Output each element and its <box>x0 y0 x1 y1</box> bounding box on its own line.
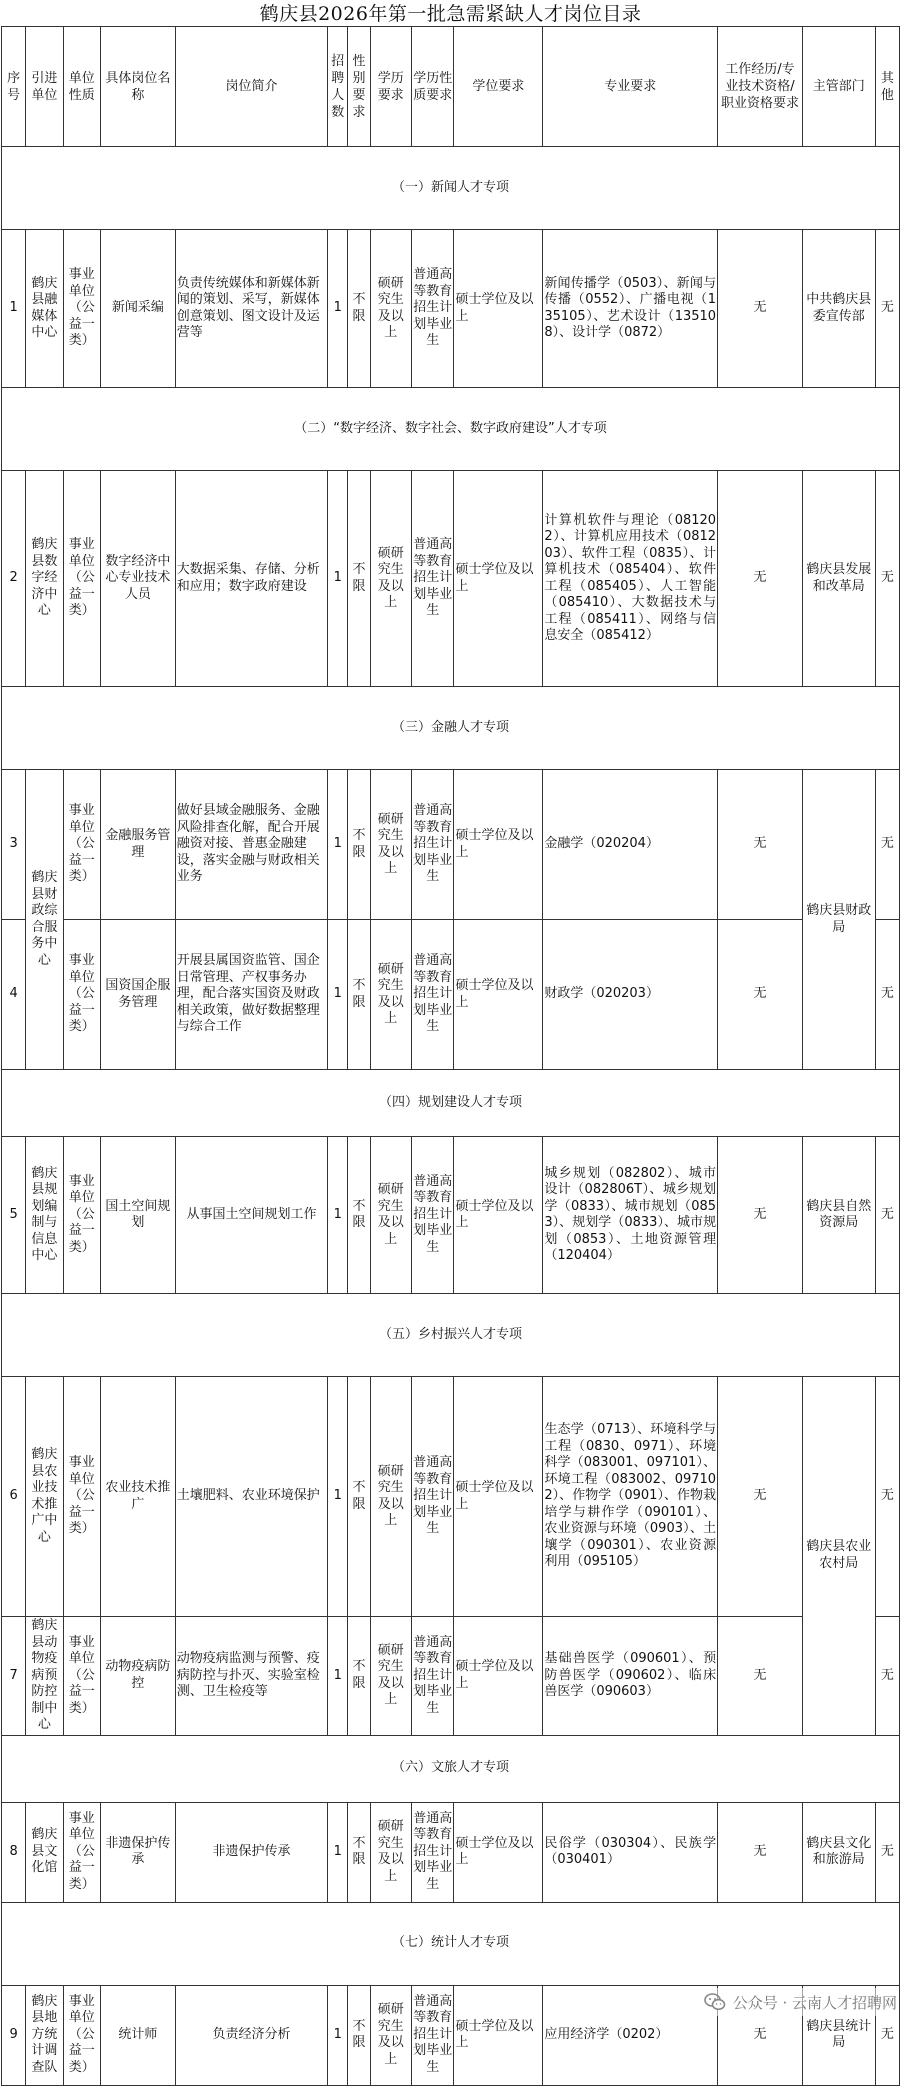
section-title-culture: （六）文旅人才专项 <box>2 1735 900 1802</box>
cell-major: 金融学（020204） <box>543 770 718 920</box>
cell-other: 无 <box>875 1377 899 1617</box>
table-row <box>2 1137 900 1294</box>
cell-seq: 9 <box>2 1985 26 2085</box>
cell-dept: 鹤庆县财政局 <box>802 770 875 1070</box>
cell-nature: 事业单位（公益一类） <box>63 770 100 920</box>
cell-other: 无 <box>875 1985 899 2085</box>
table-row <box>2 230 900 388</box>
cell-edu: 硕研究生及以上 <box>370 1985 411 2085</box>
cell-edu-type: 普通高等教育招生计划毕业生 <box>412 1985 454 2085</box>
cell-post: 国资国企服务管理 <box>100 920 175 1070</box>
cell-post: 农业技术推广 <box>100 1377 175 1617</box>
cell-experience: 无 <box>718 1617 803 1736</box>
cell-major: 基础兽医学（090601）、预防兽医学（090602）、临床兽医学（090603） <box>543 1617 718 1736</box>
cell-nature: 事业单位（公益一类） <box>63 920 100 1070</box>
cell-degree: 硕士学位及以上 <box>454 920 543 1070</box>
cell-seq: 8 <box>2 1802 26 1902</box>
cell-edu: 硕研究生及以上 <box>370 1617 411 1736</box>
cell-other: 无 <box>875 920 899 1070</box>
section-row <box>2 687 900 770</box>
cell-unit: 鹤庆县动物疫病预防控制中心 <box>26 1617 63 1736</box>
cell-degree: 硕士学位及以上 <box>454 1377 543 1617</box>
cell-seq: 2 <box>2 471 26 687</box>
cell-other: 无 <box>875 230 899 388</box>
cell-gender: 不限 <box>348 1802 370 1902</box>
section-title-finance: （三）金融人才专项 <box>2 687 900 770</box>
cell-unit: 鹤庆县财政综合服务中心 <box>26 770 63 1070</box>
section-row <box>2 388 900 471</box>
section-row <box>2 1294 900 1377</box>
cell-post: 数字经济中心专业技术人员 <box>100 471 175 687</box>
cell-seq: 4 <box>2 920 26 1070</box>
cell-gender: 不限 <box>348 1617 370 1736</box>
cell-dept: 鹤庆县自然资源局 <box>802 1137 875 1294</box>
cell-unit: 鹤庆县规划编制与信息中心 <box>26 1137 63 1294</box>
page-title: 鹤庆县2026年第一批急需紧缺人才岗位目录 <box>259 3 642 25</box>
cell-nature: 事业单位（公益一类） <box>63 1617 100 1736</box>
cell-seq: 1 <box>2 230 26 388</box>
cell-degree: 硕士学位及以上 <box>454 1985 543 2085</box>
table-row <box>2 1617 900 1736</box>
header-edu-type: 学历性质要求 <box>412 27 454 147</box>
cell-dept: 鹤庆县统计局 <box>802 1985 875 2085</box>
cell-edu: 硕研究生及以上 <box>370 1802 411 1902</box>
cell-nature: 事业单位（公益一类） <box>63 1377 100 1617</box>
section-title-news: （一）新闻人才专项 <box>2 147 900 230</box>
cell-count: 1 <box>328 230 348 388</box>
cell-degree: 硕士学位及以上 <box>454 1137 543 1294</box>
table-row <box>2 1802 900 1902</box>
header-count: 招聘人数 <box>328 27 348 147</box>
cell-post: 统计师 <box>100 1985 175 2085</box>
cell-other: 无 <box>875 1802 899 1902</box>
cell-edu-type: 普通高等教育招生计划毕业生 <box>412 1802 454 1902</box>
cell-seq: 6 <box>2 1377 26 1617</box>
cell-experience: 无 <box>718 920 803 1070</box>
cell-other: 无 <box>875 770 899 920</box>
cell-gender: 不限 <box>348 1377 370 1617</box>
section-title-statistics: （七）统计人才专项 <box>2 1902 900 1985</box>
cell-nature: 事业单位（公益一类） <box>63 1137 100 1294</box>
cell-nature: 事业单位（公益一类） <box>63 230 100 388</box>
cell-experience: 无 <box>718 1137 803 1294</box>
cell-unit: 鹤庆县融媒体中心 <box>26 230 63 388</box>
cell-nature: 事业单位（公益一类） <box>63 1985 100 2085</box>
cell-gender: 不限 <box>348 230 370 388</box>
header-nature: 单位性质 <box>63 27 100 147</box>
cell-edu-type: 普通高等教育招生计划毕业生 <box>412 471 454 687</box>
cell-experience: 无 <box>718 770 803 920</box>
cell-major: 应用经济学（0202） <box>543 1985 718 2085</box>
cell-nature: 事业单位（公益一类） <box>63 1802 100 1902</box>
cell-edu: 硕研究生及以上 <box>370 920 411 1070</box>
cell-desc: 从事国土空间规划工作 <box>175 1137 328 1294</box>
cell-count: 1 <box>328 1137 348 1294</box>
cell-experience: 无 <box>718 1377 803 1617</box>
section-row <box>2 1070 900 1137</box>
cell-unit: 鹤庆县农业技术推广中心 <box>26 1377 63 1617</box>
table-row <box>2 1377 900 1617</box>
cell-seq: 7 <box>2 1617 26 1736</box>
cell-desc: 做好县域金融服务、金融风险排查化解，配合开展融资对接、普惠金融建设，落实金融与财政相关业务 <box>175 770 328 920</box>
table-row <box>2 770 900 920</box>
cell-edu: 硕研究生及以上 <box>370 471 411 687</box>
watermark <box>703 1988 897 2016</box>
section-row <box>2 1902 900 1985</box>
cell-seq: 3 <box>2 770 26 920</box>
cell-seq: 5 <box>2 1137 26 1294</box>
cell-experience: 无 <box>718 471 803 687</box>
section-row <box>2 1735 900 1802</box>
cell-gender: 不限 <box>348 471 370 687</box>
cell-unit: 鹤庆县数字经济中心 <box>26 471 63 687</box>
cell-experience: 无 <box>718 1802 803 1902</box>
cell-major: 新闻传播学（0503）、新闻与传播（0552）、广播电视（135105）、艺术设计（135108）、设计学（0872） <box>543 230 718 388</box>
header-experience: 工作经历/专业技术资格/职业资格要求 <box>718 27 803 147</box>
header-gender: 性别要求 <box>348 27 370 147</box>
cell-post: 动物疫病防控 <box>100 1617 175 1736</box>
cell-count: 1 <box>328 770 348 920</box>
cell-desc: 非遗保护传承 <box>175 1802 328 1902</box>
cell-degree: 硕士学位及以上 <box>454 1617 543 1736</box>
cell-other: 无 <box>875 471 899 687</box>
header-other: 其他 <box>875 27 899 147</box>
cell-edu-type: 普通高等教育招生计划毕业生 <box>412 1137 454 1294</box>
cell-edu: 硕研究生及以上 <box>370 230 411 388</box>
cell-desc: 大数据采集、存储、分析和应用；数字政府建设 <box>175 471 328 687</box>
cell-other: 无 <box>875 1137 899 1294</box>
cell-post: 国土空间规划 <box>100 1137 175 1294</box>
cell-edu-type: 普通高等教育招生计划毕业生 <box>412 920 454 1070</box>
header-post: 具体岗位名称 <box>100 27 175 147</box>
cell-major: 城乡规划（082802）、城市设计（082806T）、城乡规划学（0833）、城市规划（0853）、规划学（0833）、城市规划（0853）、土地资源管理（120404） <box>543 1137 718 1294</box>
cell-desc: 土壤肥料、农业环境保护 <box>175 1377 328 1617</box>
cell-gender: 不限 <box>348 770 370 920</box>
cell-gender: 不限 <box>348 920 370 1070</box>
cell-edu: 硕研究生及以上 <box>370 1377 411 1617</box>
cell-nature: 事业单位（公益一类） <box>63 471 100 687</box>
watermark-text: 公众号 · 云南人才招聘网 <box>732 1993 897 2012</box>
cell-dept: 中共鹤庆县委宣传部 <box>802 230 875 388</box>
cell-edu: 硕研究生及以上 <box>370 770 411 920</box>
cell-edu-type: 普通高等教育招生计划毕业生 <box>412 1377 454 1617</box>
cell-count: 1 <box>328 920 348 1070</box>
section-title-rural: （五）乡村振兴人才专项 <box>2 1294 900 1377</box>
section-row <box>2 147 900 230</box>
job-table <box>1 26 900 2086</box>
cell-degree: 硕士学位及以上 <box>454 770 543 920</box>
cell-degree: 硕士学位及以上 <box>454 230 543 388</box>
section-title-planning: （四）规划建设人才专项 <box>2 1070 900 1137</box>
cell-other: 无 <box>875 1617 899 1736</box>
cell-unit: 鹤庆县地方统计调查队 <box>26 1985 63 2085</box>
cell-post: 新闻采编 <box>100 230 175 388</box>
cell-count: 1 <box>328 1802 348 1902</box>
cell-dept: 鹤庆县发展和改革局 <box>802 471 875 687</box>
cell-dept: 鹤庆县文化和旅游局 <box>802 1802 875 1902</box>
cell-experience: 无 <box>718 230 803 388</box>
cell-major: 财政学（020203） <box>543 920 718 1070</box>
cell-edu-type: 普通高等教育招生计划毕业生 <box>412 1617 454 1736</box>
cell-major: 生态学（0713）、环境科学与工程（0830、0971）、环境科学（083001、097101）、环境工程（083002、097102）、作物学（0901）、作物栽培学与耕作学（090101）、农业资源与环境（0903）、土壤学（090301）、农业资源利用（095105） <box>543 1377 718 1617</box>
header-degree: 学位要求 <box>454 27 543 147</box>
table-row <box>2 471 900 687</box>
cell-count: 1 <box>328 471 348 687</box>
cell-edu-type: 普通高等教育招生计划毕业生 <box>412 230 454 388</box>
cell-gender: 不限 <box>348 1137 370 1294</box>
cell-experience: 无 <box>718 1985 803 2085</box>
header-row <box>2 27 900 147</box>
cell-desc: 动物疫病监测与预警、疫病防控与扑灭、实验室检测、卫生检疫等 <box>175 1617 328 1736</box>
header-dept: 主管部门 <box>802 27 875 147</box>
cell-degree: 硕士学位及以上 <box>454 1802 543 1902</box>
header-unit: 引进单位 <box>26 27 63 147</box>
cell-post: 非遗保护传承 <box>100 1802 175 1902</box>
cell-desc: 负责经济分析 <box>175 1985 328 2085</box>
cell-dept: 鹤庆县农业农村局 <box>802 1377 875 1736</box>
cell-post: 金融服务管理 <box>100 770 175 920</box>
section-title-digital: （二）“数字经济、数字社会、数字政府建设”人才专项 <box>2 388 900 471</box>
cell-gender: 不限 <box>348 1985 370 2085</box>
header-edu: 学历要求 <box>370 27 411 147</box>
cell-count: 1 <box>328 1377 348 1617</box>
cell-count: 1 <box>328 1985 348 2085</box>
cell-major: 计算机软件与理论（081202）、计算机应用技术（081203）、软件工程（0835）、计算机技术（085404）、软件工程（085405）、人工智能（085410）、大数据技术与工程（085411）、网络与信息安全（085412） <box>543 471 718 687</box>
cell-unit: 鹤庆县文化馆 <box>26 1802 63 1902</box>
cell-count: 1 <box>328 1617 348 1736</box>
cell-edu: 硕研究生及以上 <box>370 1137 411 1294</box>
cell-major: 民俗学（030304）、民族学（030401） <box>543 1802 718 1902</box>
table-row <box>2 920 900 1070</box>
cell-desc: 负责传统媒体和新媒体新闻的策划、采写，新媒体创意策划、图文设计及运营等 <box>175 230 328 388</box>
header-seq: 序号 <box>2 27 26 147</box>
cell-desc: 开展县属国资监管、国企日常管理、产权事务办理，配合落实国资及财政相关政策，做好数据整理与综合工作 <box>175 920 328 1070</box>
cell-degree: 硕士学位及以上 <box>454 471 543 687</box>
header-desc: 岗位简介 <box>175 27 328 147</box>
wechat-icon <box>703 1990 727 2014</box>
cell-edu-type: 普通高等教育招生计划毕业生 <box>412 770 454 920</box>
header-major: 专业要求 <box>543 27 718 147</box>
